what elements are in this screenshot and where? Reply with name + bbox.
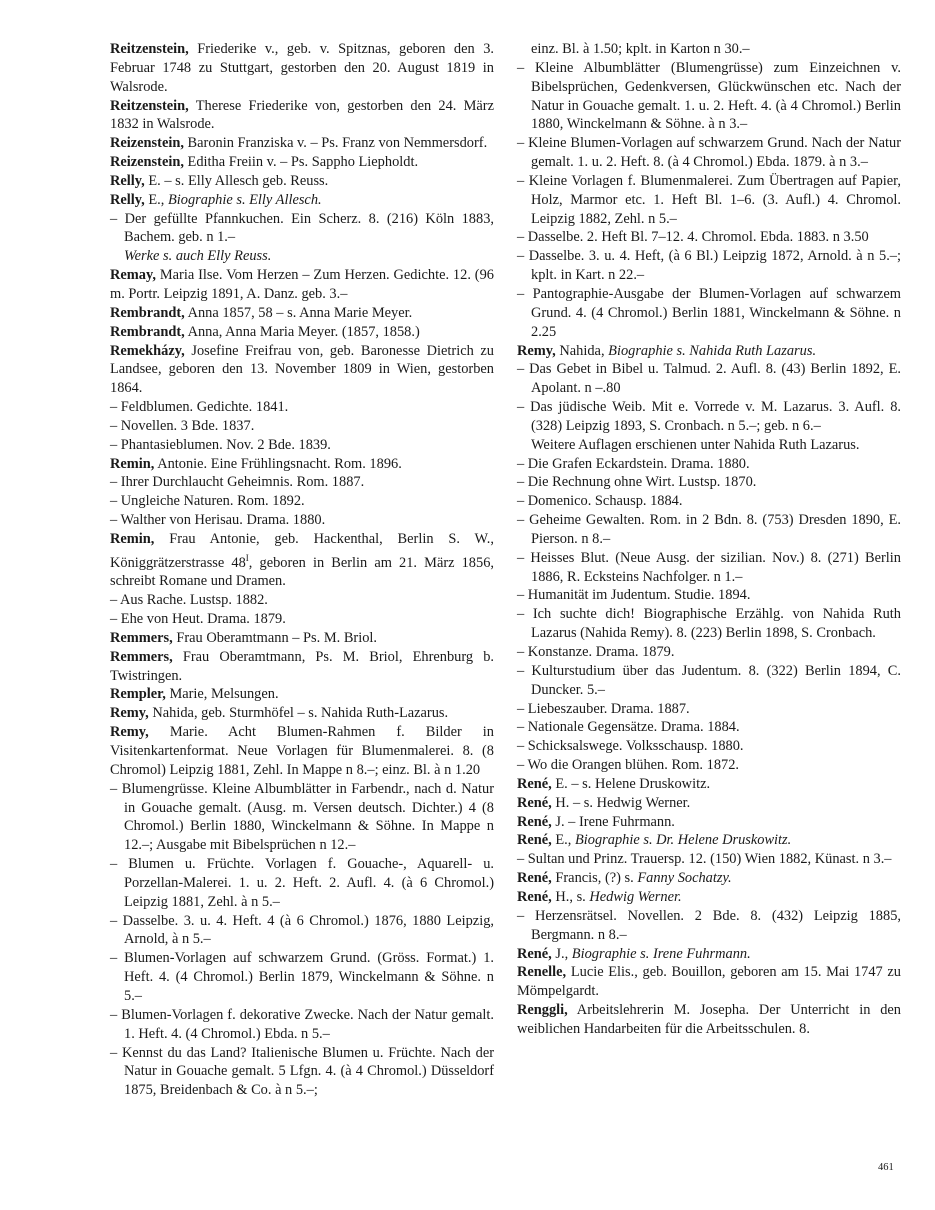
entry-text: E. – s. Elly Allesch geb. Reuss. bbox=[148, 172, 329, 189]
entry-text: – Domenico. Schausp. 1884. bbox=[517, 493, 683, 510]
entry-text: – Das jüdische Weib. Mit e. Vorrede v. M. Lazarus. 3. Aufl. 8. (328) Leipzig 1893, S. Cronbach. n 5.–; geb. n 6.– bbox=[517, 399, 901, 434]
work-entry bbox=[110, 855, 494, 912]
author-entry bbox=[517, 963, 901, 1001]
author-entry bbox=[110, 266, 494, 304]
entry-text: Frau Oberamtmann – Ps. M. Briol. bbox=[176, 629, 377, 646]
entry-text: – Kleine Albumblätter (Blumengrüsse) zum Einzeichnen v. Bibelsprüchen, Gedenkversen, Glückwünschen etc. Nach der Natur in Gouache gemalt. 1. u. 2. Heft. 4. (à 4 Chromol.) Berlin 1880, Winckelmann & Söhne. à n 3.– bbox=[517, 59, 901, 133]
entry-text: – Aus Rache. Lustsp. 1882. bbox=[110, 592, 268, 609]
entry-text: J. – Irene Fuhrmann. bbox=[555, 813, 675, 830]
entry-text: E., bbox=[148, 191, 165, 208]
author-name: Renelle, bbox=[517, 964, 567, 981]
author-name: Remin, bbox=[110, 530, 155, 547]
entry-text: – Dasselbe. 2. Heft Bl. 7–12. 4. Chromol. Ebda. 1883. n 3.50 bbox=[517, 229, 869, 246]
author-name: Remin, bbox=[110, 455, 155, 472]
entry-italic: Biographie s. Dr. Helene Druskowitz. bbox=[575, 832, 792, 849]
author-entry bbox=[110, 455, 494, 474]
entry-text: – Nationale Gegensätze. Drama. 1884. bbox=[517, 719, 740, 736]
entry-text: – Der gefüllte Pfannkuchen. Ein Scherz. 8. (216) Köln 1883, Bachem. geb. n 1.– bbox=[110, 210, 494, 246]
entry-text: – Humanität im Judentum. Studie. 1894. bbox=[517, 587, 751, 604]
entry-text: Nahida, geb. Sturmhöfel – s. Nahida Ruth-Lazarus. bbox=[152, 705, 449, 722]
author-name: Rembrandt, bbox=[110, 304, 185, 321]
entry-text: – Wo die Orangen blühen. Rom. 1872. bbox=[517, 757, 739, 774]
work-entry bbox=[110, 210, 494, 248]
author-entry bbox=[110, 304, 494, 323]
work-entry bbox=[110, 780, 494, 855]
entry-italic: Fanny Sochatzy. bbox=[637, 870, 732, 887]
work-entry bbox=[517, 492, 901, 511]
work-entry bbox=[110, 492, 494, 511]
entry-text-continued: , geboren in Berlin am 21. März 1856, schreibt Romane und Dramen. bbox=[110, 554, 494, 590]
author-entry bbox=[517, 342, 901, 361]
entry-text: Marie, Melsungen. bbox=[169, 686, 279, 703]
continued-entry bbox=[517, 40, 901, 59]
author-entry bbox=[110, 323, 494, 342]
entry-text: Anna, Anna Maria Meyer. (1857, 1858.) bbox=[187, 323, 420, 340]
entry-text: Marie. Acht Blumen-Rahmen f. Bilder in Visitenkartenformat. Neue Vorlagen für Blumenmalerei. 8. (8 Chromol) Leipzig 1881, Zehl. In Mappe n 8.–; einz. Bl. à n 1.20 bbox=[110, 724, 494, 778]
page-number: 461 bbox=[878, 1162, 894, 1173]
entry-text: – Kennst du das Land? Italienische Blumen u. Früchte. Nach der Natur in Gouache gemalt. 5 Lfgn. 4. (à 4 Chromol.) Düsseldorf 1875, Breidenbach & Co. à n 5.–; bbox=[110, 1044, 494, 1099]
work-entry bbox=[517, 228, 901, 247]
author-entry bbox=[517, 888, 901, 907]
entry-text: Maria Ilse. Vom Herzen – Zum Herzen. Gedichte. 12. (96 m. Portr. Leipzig 1891, A. Danz. geb. 3.– bbox=[110, 267, 494, 302]
author-entry bbox=[517, 775, 901, 794]
work-entry bbox=[110, 1044, 494, 1101]
work-entry bbox=[110, 398, 494, 417]
work-entry bbox=[517, 643, 901, 662]
work-entry bbox=[517, 756, 901, 775]
work-entry bbox=[517, 605, 901, 643]
entry-text: – Blumen-Vorlagen auf schwarzem Grund. (Gröss. Format.) 1. Heft. 4. (4 Chromol.) Berlin 1879, Winckelmann & Söhne. n 5.– bbox=[110, 950, 494, 1004]
entry-text: – Pantographie-Ausgabe der Blumen-Vorlagen auf schwarzem Grund. 4. (4 Chromol.) Berlin 1881, Winckelmann & Söhne. n 2.25 bbox=[517, 285, 901, 340]
work-entry bbox=[517, 511, 901, 549]
work-entry bbox=[517, 700, 901, 719]
entry-text: Frau Antonie, geb. Hackenthal, Berlin S. W., Königgrätzerstrasse 48 bbox=[110, 530, 494, 571]
work-entry bbox=[517, 398, 901, 436]
entry-text: – Ungleiche Naturen. Rom. 1892. bbox=[110, 493, 305, 510]
work-entry bbox=[517, 172, 901, 229]
entry-text: – Das Gebet in Bibel u. Talmud. 2. Aufl. 8. (43) Berlin 1892, E. Apolant. n –.80 bbox=[517, 361, 901, 397]
entry-text: – Kleine Blumen-Vorlagen auf schwarzem Grund. Nach der Natur gemalt. 1. u. 2. Heft. 8. (à 4 Chromol.) Ebda. 1879. à n 3.– bbox=[517, 135, 901, 171]
entry-text: einz. Bl. à 1.50; kplt. in Karton n 30.– bbox=[531, 41, 750, 57]
author-entry bbox=[110, 530, 494, 591]
author-name: Relly, bbox=[110, 191, 145, 208]
entry-text: – Ehe von Heut. Drama. 1879. bbox=[110, 611, 286, 628]
work-entry bbox=[517, 455, 901, 474]
entry-text: – Herzensrätsel. Novellen. 2 Bde. 8. (432) Leipzig 1885, Bergmann. n 8.– bbox=[517, 907, 901, 943]
entry-text: – Blumen-Vorlagen f. dekorative Zwecke. Nach der Natur gemalt. 1. Heft. 4. (4 Chromol.) Ebda. n 5.– bbox=[110, 1006, 494, 1042]
entry-text: H. – s. Hedwig Werner. bbox=[555, 794, 691, 811]
entry-text: Josefine Freifrau von, geb. Baronesse Dietrich zu Landsee, geboren den 13. November 1809 in Wien, gestorben 1864. bbox=[110, 342, 494, 397]
work-entry bbox=[110, 473, 494, 492]
entry-text: Friederike v., geb. v. Spitznas, geboren den 3. Februar 1748 zu Stuttgart, gestorben den 20. August 1819 in Walsrode. bbox=[110, 41, 494, 95]
entry-text: Nahida, bbox=[559, 342, 605, 359]
author-entry bbox=[110, 648, 494, 686]
author-entry bbox=[517, 945, 901, 964]
entry-text: – Feldblumen. Gedichte. 1841. bbox=[110, 399, 289, 416]
entry-text: – Schicksalswege. Volksschausp. 1880. bbox=[517, 738, 744, 755]
entry-italic: Hedwig Werner. bbox=[589, 888, 682, 905]
entry-text: – Blumen u. Früchte. Vorlagen f. Gouache-, Aquarell- u. Porzellan-Malerei. 1. u. 2. Heft. 2. Aufl. 4. (à 6 Chromol.) Leipzig 1881, Zehl. à n 5.– bbox=[110, 856, 494, 910]
entry-text: E. – s. Helene Druskowitz. bbox=[555, 775, 711, 792]
author-entry bbox=[110, 97, 494, 135]
entry-text: Arbeitslehrerin M. Josepha. Der Unterricht in den weiblichen Handarbeiten für die Arbeitsschulen. 8. bbox=[517, 1002, 901, 1037]
work-entry bbox=[517, 360, 901, 398]
author-name: Reizenstein, bbox=[110, 154, 184, 171]
entry-text: – Kleine Vorlagen f. Blumenmalerei. Zum Übertragen auf Papier, Holz, Marmor etc. 1. Heft Bl. 1–6. (3. Aufl.) 4. Chromol. Leipzig 1882, Zehl. n 5.– bbox=[517, 172, 901, 227]
author-name: Remmers, bbox=[110, 648, 173, 665]
work-entry bbox=[517, 59, 901, 134]
entry-text: Weitere Auflagen erschienen unter Nahida Ruth Lazarus. bbox=[531, 436, 860, 453]
author-entry bbox=[110, 191, 494, 210]
work-entry bbox=[517, 134, 901, 172]
author-entry bbox=[110, 40, 494, 97]
entry-text: – Die Grafen Eckardstein. Drama. 1880. bbox=[517, 455, 750, 472]
work-entry bbox=[110, 1006, 494, 1044]
right-column bbox=[517, 40, 901, 1039]
author-entry bbox=[110, 134, 494, 153]
author-name: Reitzenstein, bbox=[110, 41, 189, 57]
author-name: René, bbox=[517, 813, 552, 830]
entry-text: – Novellen. 3 Bde. 1837. bbox=[110, 417, 255, 434]
author-name: René, bbox=[517, 794, 552, 811]
work-entry bbox=[110, 949, 494, 1006]
entry-italic: Werke s. auch Elly Reuss. bbox=[124, 248, 272, 265]
author-name: René, bbox=[517, 775, 552, 792]
author-name: Remmers, bbox=[110, 629, 173, 646]
author-entry bbox=[517, 813, 901, 832]
author-entry bbox=[517, 1001, 901, 1039]
note-entry bbox=[110, 247, 494, 266]
entry-text: Editha Freiin v. – Ps. Sappho Liepholdt. bbox=[187, 154, 419, 171]
author-entry bbox=[110, 723, 494, 780]
author-name: Renggli, bbox=[517, 1002, 568, 1019]
entry-text: – Walther von Herisau. Drama. 1880. bbox=[110, 512, 326, 529]
entry-text: – Konstanze. Drama. 1879. bbox=[517, 644, 675, 660]
author-name: Remay, bbox=[110, 267, 156, 284]
work-entry bbox=[517, 586, 901, 605]
author-entry bbox=[517, 869, 901, 888]
entry-italic: Biographie s. Irene Fuhrmann. bbox=[571, 945, 751, 962]
note-entry bbox=[517, 436, 901, 455]
entry-text: E., bbox=[555, 832, 572, 849]
entry-text: – Dasselbe. 3. u. 4. Heft. 4 (à 6 Chromol.) 1876, 1880 Leipzig, Arnold, à n 5.– bbox=[110, 912, 494, 948]
author-name: René, bbox=[517, 832, 552, 849]
author-entry bbox=[110, 172, 494, 191]
entry-text: – Phantasieblumen. Nov. 2 Bde. 1839. bbox=[110, 436, 331, 453]
entry-text: Therese Friederike von, gestorben den 24. März 1832 in Walsrode. bbox=[110, 97, 494, 133]
entry-text: Antonie. Eine Frühlingsnacht. Rom. 1896. bbox=[157, 455, 402, 472]
work-entry bbox=[517, 473, 901, 492]
work-entry bbox=[517, 662, 901, 700]
entry-text: – Ihrer Durchlaucht Geheimnis. Rom. 1887. bbox=[110, 474, 365, 491]
work-entry bbox=[517, 718, 901, 737]
work-entry bbox=[110, 417, 494, 436]
entry-text: – Ich suchte dich! Biographische Erzählg. von Nahida Ruth Lazarus (Nahida Remy). 8. (223) Berlin 1898, S. Cronbach. bbox=[517, 606, 901, 642]
entry-text: H., s. bbox=[555, 888, 586, 905]
author-entry bbox=[110, 629, 494, 648]
author-name: Remy, bbox=[110, 705, 149, 722]
author-name: Reitzenstein, bbox=[110, 97, 189, 114]
author-name: Remy, bbox=[110, 724, 149, 741]
author-name: Reizenstein, bbox=[110, 135, 184, 152]
entry-text: – Die Rechnung ohne Wirt. Lustsp. 1870. bbox=[517, 474, 757, 491]
entry-text: Anna 1857, 58 – s. Anna Marie Meyer. bbox=[187, 304, 413, 321]
author-name: Remy, bbox=[517, 342, 556, 359]
author-name: Rempler, bbox=[110, 686, 166, 703]
work-entry bbox=[517, 850, 901, 869]
entry-text: – Blumengrüsse. Kleine Albumblätter in Farbendr., nach d. Natur in Gouache gemalt. (Ausg. m. Versen deutsch. Dichter.) 4 (8 Chromol.) Berlin 1880, Winckelmann & Söhne. In Mappe n 12.–; Ausgabe mit Bibelsprüchen n 12.– bbox=[110, 780, 494, 854]
author-entry bbox=[110, 153, 494, 172]
entry-text: J., bbox=[555, 945, 569, 962]
author-entry bbox=[517, 831, 901, 850]
entry-text: – Kulturstudium über das Judentum. 8. (322) Berlin 1894, C. Duncker. 5.– bbox=[517, 662, 901, 698]
author-name: Remekházy, bbox=[110, 342, 185, 359]
work-entry bbox=[517, 549, 901, 587]
work-entry bbox=[110, 912, 494, 950]
entry-text: – Geheime Gewalten. Rom. in 2 Bdn. 8. (753) Dresden 1890, E. Pierson. n 8.– bbox=[517, 512, 901, 547]
entry-text: – Heisses Blut. (Neue Ausg. der sizilian. Nov.) 8. (271) Berlin 1886, R. Ecksteins Nachfolger. n 1.– bbox=[517, 549, 901, 585]
work-entry bbox=[517, 285, 901, 342]
work-entry bbox=[110, 436, 494, 455]
entry-superscript: I bbox=[245, 552, 249, 563]
author-entry bbox=[110, 342, 494, 399]
left-column bbox=[110, 40, 494, 1100]
work-entry bbox=[517, 247, 901, 285]
author-entry bbox=[517, 794, 901, 813]
author-entry bbox=[110, 685, 494, 704]
entry-text: Francis, (?) s. bbox=[555, 870, 634, 887]
work-entry bbox=[517, 737, 901, 756]
entry-text: Frau Oberamtmann, Ps. M. Briol, Ehrenburg b. Twistringen. bbox=[110, 648, 494, 684]
author-name: Relly, bbox=[110, 172, 145, 189]
entry-text: – Sultan und Prinz. Trauersp. 12. (150) Wien 1882, Künast. n 3.– bbox=[517, 851, 892, 868]
author-name: René, bbox=[517, 888, 552, 905]
author-name: René, bbox=[517, 870, 552, 887]
work-entry bbox=[110, 511, 494, 530]
entry-text: Lucie Elis., geb. Bouillon, geboren am 15. Mai 1747 zu Mömpelgardt. bbox=[517, 964, 901, 1000]
entry-text: – Liebeszauber. Drama. 1887. bbox=[517, 700, 690, 717]
work-entry bbox=[110, 610, 494, 629]
entry-italic: Biographie s. Nahida Ruth Lazarus. bbox=[608, 342, 817, 359]
work-entry bbox=[517, 907, 901, 945]
entry-text: Baronin Franziska v. – Ps. Franz von Nemmersdorf. bbox=[187, 135, 488, 152]
entry-text: – Dasselbe. 3. u. 4. Heft, (à 6 Bl.) Leipzig 1872, Arnold. à n 5.–; kplt. in Kart. n 22.– bbox=[517, 248, 901, 284]
author-entry bbox=[110, 704, 494, 723]
author-name: Rembrandt, bbox=[110, 323, 185, 340]
work-entry bbox=[110, 591, 494, 610]
entry-italic: Biographie s. Elly Allesch. bbox=[168, 191, 322, 208]
author-name: René, bbox=[517, 945, 552, 962]
